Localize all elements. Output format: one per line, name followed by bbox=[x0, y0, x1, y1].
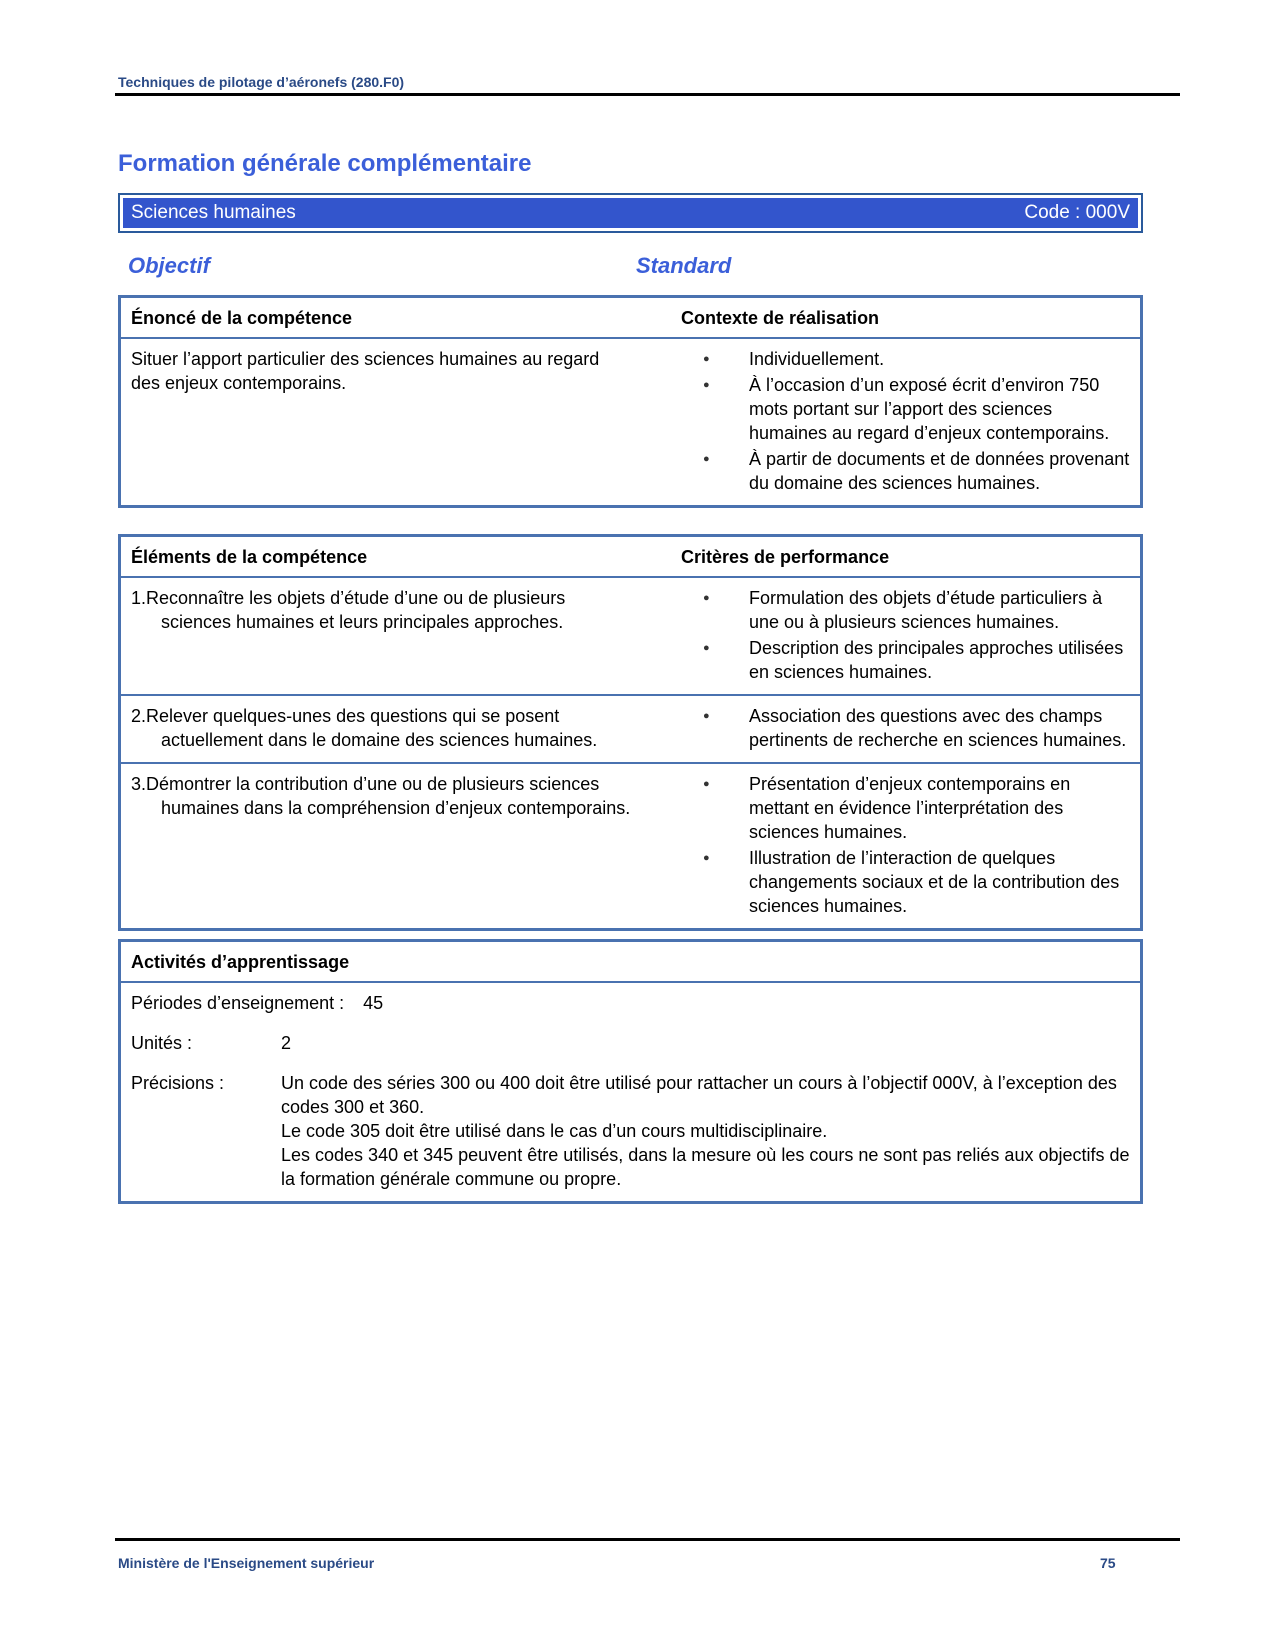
list-item: ● Description des principales approches utilisées en sciences humaines. bbox=[681, 636, 1130, 684]
list-item: ● Présentation d’enjeux contemporains en mettant en évidence l’interprétation des sciences humaines. bbox=[681, 772, 1130, 844]
elements-header: Éléments de la compétence bbox=[120, 536, 672, 578]
list-item: ● Illustration de l’interaction de quelques changements sociaux et de la contribution des sciences humaines. bbox=[681, 846, 1130, 918]
competence-table bbox=[118, 295, 1143, 508]
activites-table bbox=[118, 939, 1143, 1204]
contexte-header: Contexte de réalisation bbox=[671, 297, 1142, 339]
element-item: 1.Reconnaître les objets d’étude d’une ou de plusieurs sciences humaines et leurs principales approches. bbox=[131, 588, 566, 632]
header-rule bbox=[115, 93, 1180, 96]
objectif-label: Objectif bbox=[128, 253, 210, 278]
page-number: 75 bbox=[1100, 1555, 1116, 1571]
activites-header: Activités d’apprentissage bbox=[120, 941, 1142, 983]
table-row bbox=[120, 695, 1142, 763]
precision-item: Un code des séries 300 ou 400 doit être utilisé pour rattacher un cours à l’objectif 000V, à l’exception des codes 300 et 360. bbox=[281, 1073, 1117, 1117]
precision-item: Les codes 340 et 345 peuvent être utilisés, dans la mesure où les cours ne sont pas reliés aux objectifs de la formation générale commune ou propre. bbox=[281, 1145, 1130, 1189]
standard-label: Standard bbox=[636, 253, 732, 278]
running-header: Techniques de pilotage d’aéronefs (280.F0) bbox=[118, 74, 405, 90]
elements-table bbox=[118, 534, 1143, 931]
list-item: ● À l’occasion d’un exposé écrit d’environ 750 mots portant sur l’apport des sciences humaines au regard d’enjeux contemporains. bbox=[681, 373, 1130, 445]
list-item: ● À partir de documents et de données provenant du domaine des sciences humaines. bbox=[681, 447, 1130, 495]
subject-name: Sciences humaines bbox=[131, 202, 296, 223]
list-item: ● Individuellement. bbox=[681, 347, 1130, 371]
criteres-header: Critères de performance bbox=[671, 536, 1142, 578]
list-item: ● Association des questions avec des champs pertinents de recherche en sciences humaines. bbox=[681, 704, 1130, 752]
enonce-text: Situer l’apport particulier des sciences humaines au regard des enjeux contemporains. bbox=[131, 349, 600, 393]
enonce-header: Énoncé de la compétence bbox=[120, 297, 672, 339]
footer-rule bbox=[115, 1538, 1180, 1541]
periodes-label: Périodes d’enseignement : bbox=[131, 993, 345, 1013]
precisions-label: Précisions : bbox=[131, 1073, 225, 1093]
unites-label: Unités : bbox=[131, 1033, 193, 1053]
table-row bbox=[120, 763, 1142, 930]
subject-code: Code : 000V bbox=[1024, 202, 1130, 223]
element-item: 2.Relever quelques-unes des questions qui se posent actuellement dans le domaine des sciences humaines. bbox=[131, 706, 598, 750]
contexte-list bbox=[681, 347, 1130, 495]
footer-text: Ministère de l'Enseignement supérieur bbox=[118, 1555, 375, 1571]
precision-item: Le code 305 doit être utilisé dans le cas d’un cours multidisciplinaire. bbox=[281, 1121, 828, 1141]
table-row bbox=[120, 577, 1142, 695]
element-item: 3.Démontrer la contribution d’une ou de plusieurs sciences humaines dans la compréhension d’enjeux contemporains. bbox=[131, 774, 631, 818]
subject-bar bbox=[118, 193, 1143, 233]
unites-value: 2 bbox=[281, 1033, 292, 1053]
list-item: ● Formulation des objets d’étude particuliers à une ou à plusieurs sciences humaines. bbox=[681, 586, 1130, 634]
periodes-value: 45 bbox=[363, 993, 384, 1013]
section-title: Formation générale complémentaire bbox=[118, 150, 532, 177]
